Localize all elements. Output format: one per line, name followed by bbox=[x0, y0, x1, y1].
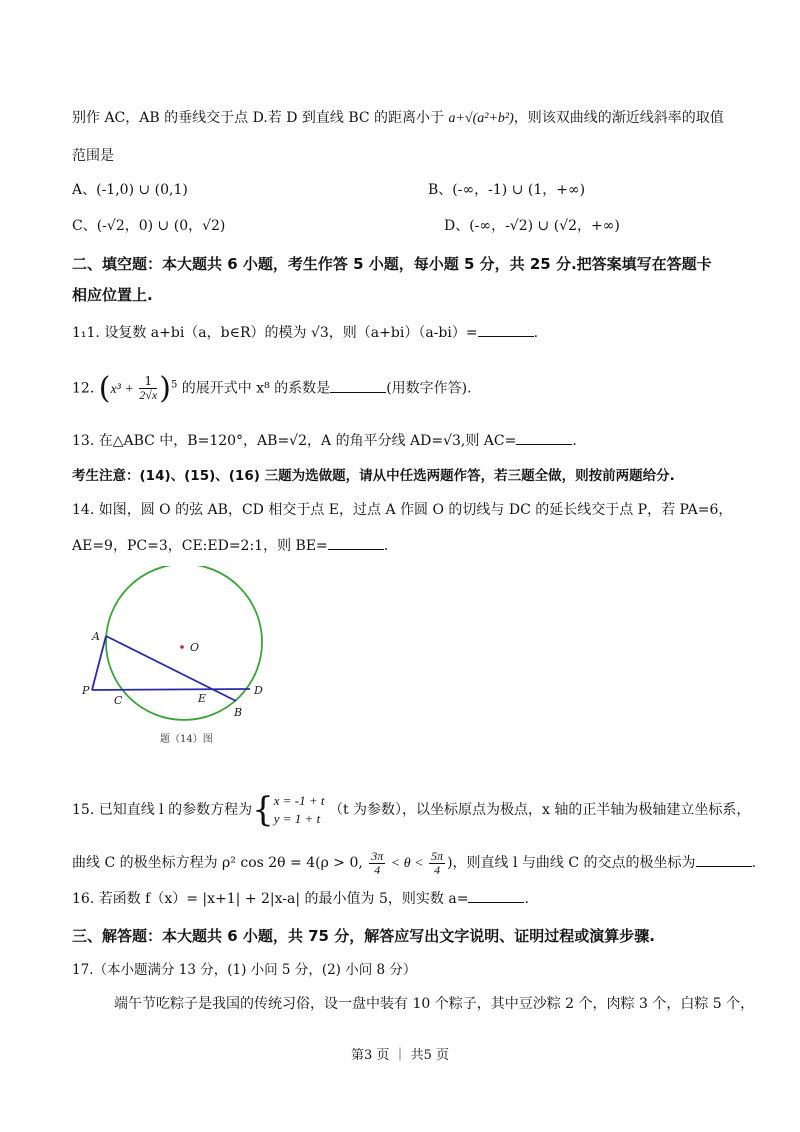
section2-heading-cont: 相应位置上. bbox=[72, 286, 153, 304]
q15-frac2: $\frac{5\pi}{4}$ bbox=[431, 848, 444, 877]
q15-system bbox=[274, 792, 325, 828]
q15-number: 15. bbox=[72, 802, 95, 818]
q12-answer-blank[interactable] bbox=[330, 378, 386, 393]
page-footer: 第3 页 ｜ 共5 页 bbox=[350, 1048, 450, 1063]
q16-answer-blank[interactable] bbox=[468, 888, 524, 903]
q12-number: 12. bbox=[72, 380, 95, 397]
q14-figure bbox=[74, 566, 274, 746]
q14-text: 如图，圆 O 的弦 AB，CD 相交于点 E，过点 A 作圆 O 的切线与 DC 的延长线交于点 P，若 PA=6， bbox=[98, 502, 733, 518]
label-b: B bbox=[234, 706, 243, 719]
q15-eq1: x = -1 + t bbox=[273, 793, 325, 808]
q10-text-b: ，则该双曲线的渐近线斜率的取值 bbox=[513, 110, 724, 126]
q15-line2: 曲线 C 的极坐标方程为 ρ² cos 2θ = 4(ρ > 0, $\frac{3\pi}{4}$ < θ < $\frac{5\pi}{4}$ )，则直线 l 与曲线 C 的交点的极坐标为 . bbox=[72, 848, 756, 877]
q11-text: 设复数 a+bi（a，b∈R）的模为 √3，则（a+bi）（a-bi）= bbox=[104, 325, 478, 341]
label-e: E bbox=[198, 692, 207, 705]
q11-number: 1₁1. bbox=[72, 325, 100, 341]
q14-figure-svg bbox=[74, 566, 274, 746]
q10-text-a: 别作 AC，AB 的垂线交于点 D.若 D 到直线 BC 的距离小于 bbox=[72, 110, 449, 126]
elective-note: 考生注意：(14)、(15)、(16) 三题为选做题，请从中任选两题作答，若三题全做，则按前两题给分. bbox=[72, 468, 675, 484]
q16-text: 若函数 f（x）= |x+1| + 2|x-a| 的最小值为 5，则实数 a= bbox=[98, 891, 469, 907]
label-p: P bbox=[82, 684, 90, 697]
q14-line1 bbox=[72, 500, 732, 520]
q13-number: 13. bbox=[72, 433, 95, 449]
q15-text-a: 已知直线 l 的参数方程为 bbox=[98, 802, 253, 818]
q16: 16. 若函数 f（x）= |x+1| + 2|x-a| 的最小值为 5，则实数 a= . bbox=[72, 888, 529, 909]
tangent-pa bbox=[92, 636, 106, 690]
q15-eq2: y = 1 + t bbox=[273, 811, 321, 826]
section3-heading: 三、解答题：本大题共 6 小题，共 75 分，解答应写出文字说明、证明过程或演算步骤. bbox=[72, 927, 655, 945]
q12-text-b: (用数字作答). bbox=[386, 380, 472, 397]
q17-text: 端午节吃粽子是我国的传统习俗，设一盘中装有 10 个粽子，其中豆沙粽 2 个，肉粽 3 个，白粽 5 个， bbox=[114, 996, 755, 1012]
q12-binomial: (x³ + $\frac{1}{2√x}$ )$^5$ bbox=[98, 370, 178, 406]
q13: 13. 在△ABC 中，B=120°，AB=√2，A 的角平分线 AD=√3,则 AC= . bbox=[72, 430, 577, 451]
q11: 1₁1. 设复数 a+bi（a，b∈R）的模为 √3，则（a+bi）（a-bi）= . bbox=[72, 322, 538, 343]
q10-option-b: B、(-∞，-1) ∪ (1，+∞) bbox=[428, 182, 586, 198]
label-d: D bbox=[254, 684, 263, 697]
line-pd bbox=[92, 689, 250, 690]
label-c: C bbox=[114, 694, 123, 707]
q10-option-a: A、(-1,0) ∪ (0,1) bbox=[72, 182, 188, 198]
q15-line1 bbox=[72, 790, 750, 830]
circle-o bbox=[106, 566, 262, 720]
label-o: O bbox=[190, 641, 200, 654]
center-dot bbox=[180, 645, 184, 649]
figure-caption: 题（14）图 bbox=[160, 734, 213, 745]
q10-text-line bbox=[72, 108, 724, 129]
chord-ab bbox=[106, 636, 236, 701]
q14-number: 14. bbox=[72, 502, 95, 518]
q15-frac1: $\frac{3\pi}{4}$ bbox=[371, 848, 384, 877]
q15-line2-a: 曲线 C 的极坐标方程为 ρ² cos 2θ = 4(ρ > 0, bbox=[72, 855, 368, 871]
label-a: A bbox=[92, 630, 100, 643]
q10-expression: a+√(a²+b²) bbox=[448, 111, 514, 126]
q12-text-a: 的展开式中 x⁸ 的系数是 bbox=[181, 380, 331, 397]
section2-heading: 二、填空题：本大题共 6 小题，考生作答 5 小题，每小题 5 分，共 25 分.把答案填写在答题卡 bbox=[72, 255, 712, 273]
q13-answer-blank[interactable] bbox=[516, 430, 572, 445]
q10-option-d: D、(-∞，-√2) ∪ (√2，+∞) bbox=[444, 218, 620, 234]
q17-header: 17.（本小题满分 13 分，(1) 小问 5 分，(2) 小问 8 分） bbox=[72, 962, 417, 978]
q15-mid: < θ < bbox=[387, 856, 428, 871]
q16-number: 16. bbox=[72, 891, 95, 907]
q14-line2: AE=9，PC=3，CE:ED=2:1，则 BE= . bbox=[72, 535, 388, 556]
q11-answer-blank[interactable] bbox=[478, 322, 534, 337]
q15-answer-blank[interactable] bbox=[696, 852, 752, 867]
q14-text-2: AE=9，PC=3，CE:ED=2:1，则 BE= bbox=[72, 538, 328, 554]
q15-text-b: （t 为参数），以坐标原点为极点，x 轴的正半轴为极轴建立坐标系， bbox=[328, 802, 751, 818]
q13-text: 在△ABC 中，B=120°，AB=√2，A 的角平分线 AD=√3,则 AC= bbox=[98, 433, 517, 449]
q12 bbox=[72, 368, 472, 407]
q14-answer-blank[interactable] bbox=[328, 535, 384, 550]
q10-option-c: C、(-√2，0) ∪ (0，√2) bbox=[72, 218, 226, 234]
q15-line2-b: )，则直线 l 与曲线 C 的交点的极坐标为 bbox=[447, 855, 696, 871]
q10-line2: 范围是 bbox=[72, 148, 114, 164]
q15-brace: { bbox=[252, 790, 274, 830]
